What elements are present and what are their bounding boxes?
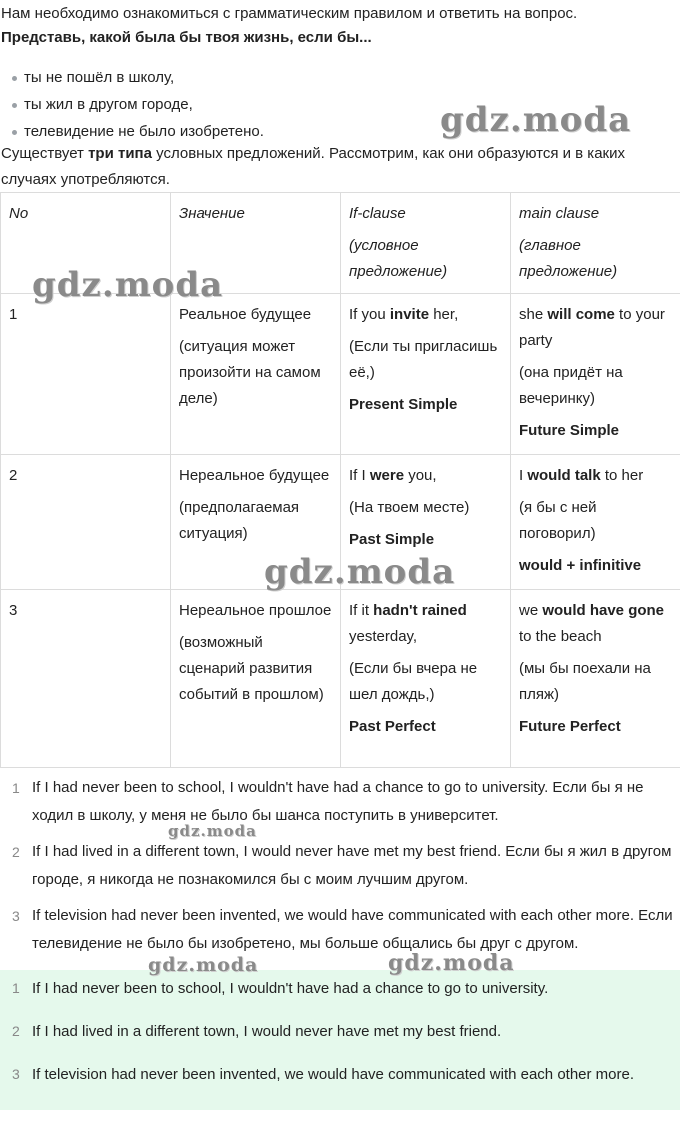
header-main-clause: main clause (главное предложение) — [511, 193, 680, 294]
list-item: ты не пошёл в школу, — [0, 64, 264, 91]
intro-question: Представь, какой была бы твоя жизнь, если бы... — [1, 29, 372, 46]
header-meaning: Значение — [171, 193, 341, 294]
header-no: No — [1, 193, 171, 294]
list-item: 1 If I had never been to school, I wouldn't have had a chance to go to university. Если бы я не ходил в школу, у меня не было бы шанса поступить в университет. — [12, 779, 644, 824]
conditionals-table — [0, 192, 680, 768]
watermark: gdz.moda — [32, 265, 224, 305]
watermark: gdz.moda — [264, 552, 456, 592]
watermark: gdz.moda — [148, 954, 259, 976]
table-header-row — [1, 193, 680, 294]
list-item: 3 If television had never been invented, we would have communicated with each other more. — [12, 1066, 635, 1083]
types-paragraph: Существует три типа условных предложений. Рассмотрим, как они образуются и в каких случаях употребляются. — [1, 145, 625, 188]
list-item: ты жил в другом городе, — [0, 91, 264, 118]
intro-line: Нам необходимо ознакомиться с грамматическим правилом и ответить на вопрос. — [1, 5, 578, 22]
summary-box — [0, 970, 680, 1110]
list-item: 2 If I had lived in a different town, I would never have met my best friend. Если бы я жил в другом городе, я никогда не познакомился бы с моим лучшим другом. — [12, 843, 672, 888]
answers-list — [0, 774, 680, 966]
table-row: 1 Реальное будущее (ситуация может произойти на самом деле) If you invite her, (Если ты пригласишь её,) Present Simple she will come to your party (она придёт на вечеринку) Future Simple — [1, 294, 680, 455]
intro — [1, 2, 679, 50]
table-row: 3 Нереальное прошлое (возможный сценарий развития событий в прошлом) If it hadn't rained yesterday, (Если бы вчера не шел дождь,) Past Perfect we would have gone to the beach (мы бы поехали на пляж) Future Perfect — [1, 590, 680, 768]
conditions-list — [0, 64, 264, 145]
header-if-clause: If-clause (условное предложение) — [341, 193, 511, 294]
table-row: 2 Нереальное будущее (предполагаемая ситуация) If I were you, (На твоем месте) Past Simple I would talk to her (я бы с ней поговорил) would + infinitive — [1, 455, 680, 590]
list-item: 1 If I had never been to school, I wouldn't have had a chance to go to university. — [12, 980, 549, 997]
watermark: gdz.moda — [440, 100, 632, 140]
list-item: 3 If television had never been invented, we would have communicated with each other more. Если телевидение не было бы изобретено, мы больше общались бы друг с другом. — [12, 907, 673, 952]
list-item: 2 If I had lived in a different town, I would never have met my best friend. — [12, 1023, 502, 1040]
watermark: gdz.moda — [388, 950, 515, 976]
watermark: gdz.moda — [168, 822, 257, 840]
list-item: телевидение не было изобретено. — [0, 118, 264, 145]
